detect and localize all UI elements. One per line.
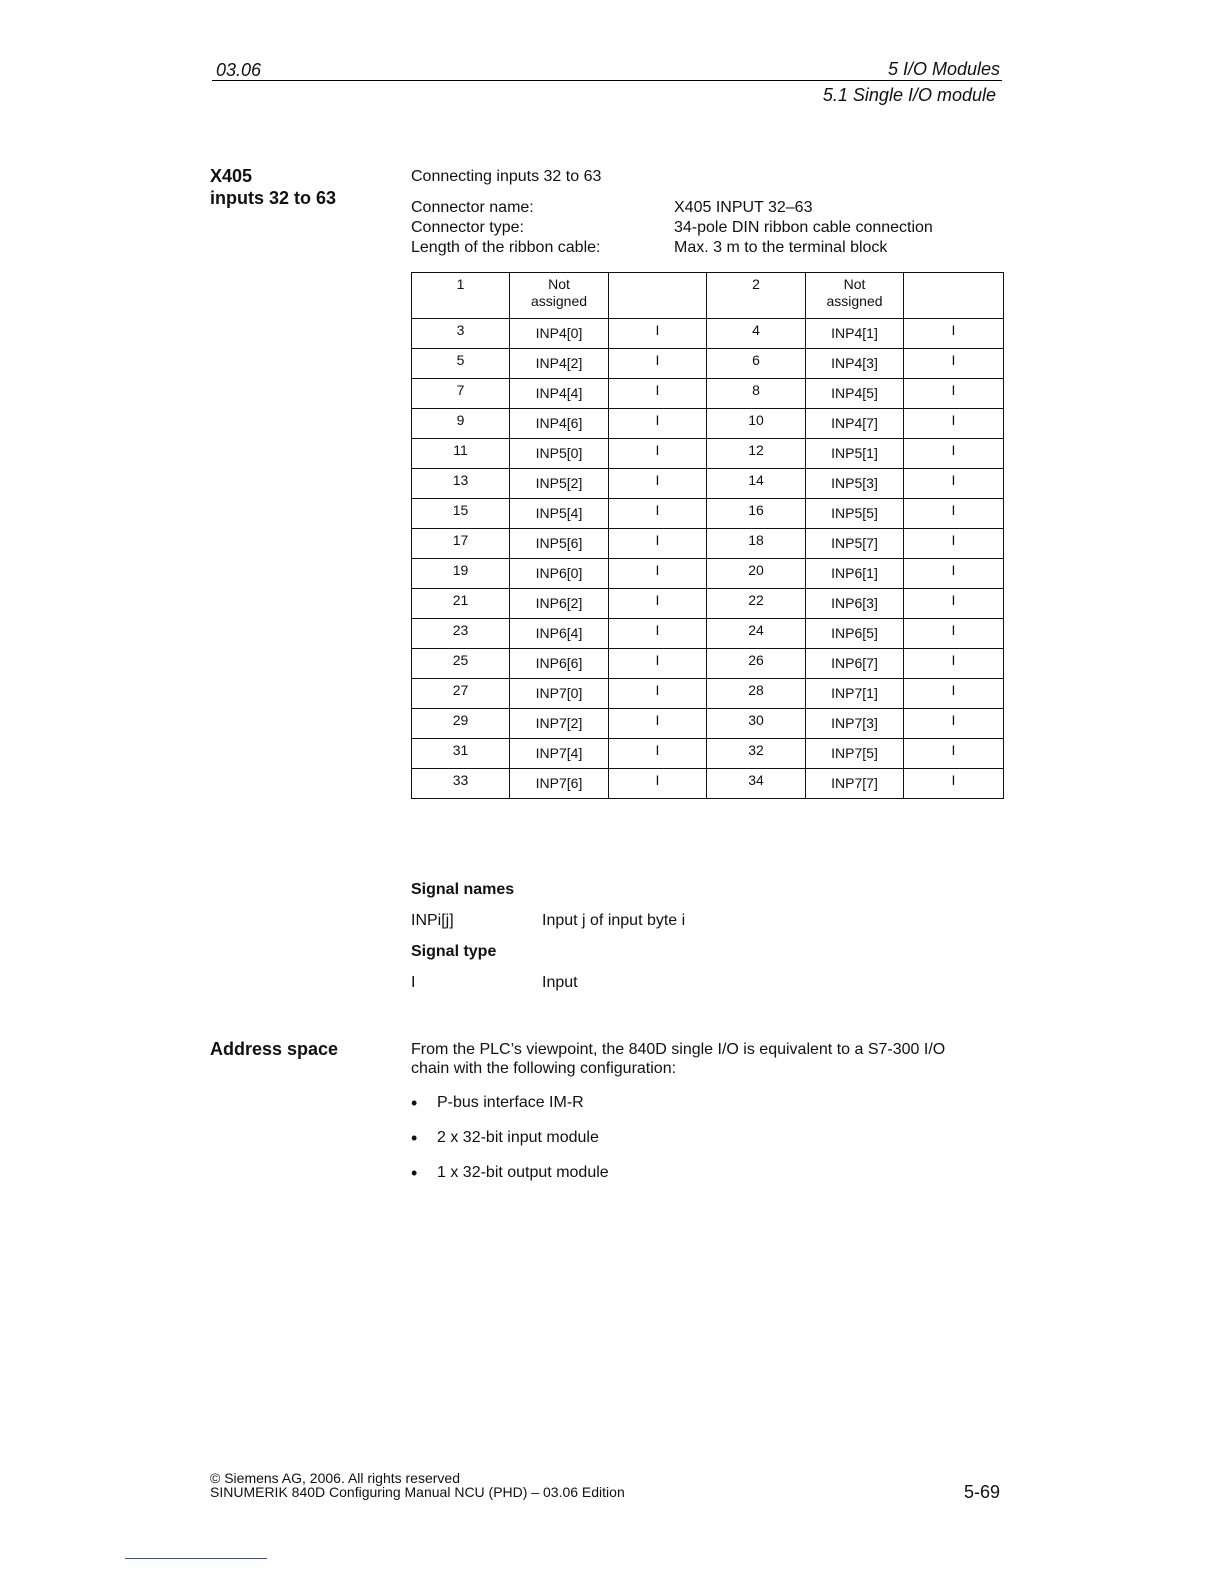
cell-pin-number: 1 bbox=[412, 273, 510, 319]
table-row bbox=[412, 589, 1004, 619]
cell-signal-name: INP5[3] bbox=[806, 469, 904, 499]
cell-pin-number: 24 bbox=[707, 619, 806, 649]
cell-signal-name: INP4[6] bbox=[510, 409, 609, 439]
address-space-line2: chain with the following configuration: bbox=[411, 1060, 677, 1077]
cell-pin-number: 5 bbox=[412, 349, 510, 379]
cell-pin-number: 17 bbox=[412, 529, 510, 559]
signal-names-term: INPi[j] bbox=[411, 912, 454, 929]
cell-signal-type bbox=[609, 273, 707, 319]
cell-pin-number: 10 bbox=[707, 409, 806, 439]
bullet-text: P-bus interface IM-R bbox=[437, 1094, 584, 1111]
table-row bbox=[412, 619, 1004, 649]
cell-pin-number: 34 bbox=[707, 769, 806, 799]
cell-pin-number: 15 bbox=[412, 499, 510, 529]
cell-pin-number: 32 bbox=[707, 739, 806, 769]
cell-signal-type: I bbox=[904, 469, 1004, 499]
footer-manual: SINUMERIK 840D Configuring Manual NCU (PHD) – 03.06 Edition bbox=[210, 1484, 625, 1500]
table-row bbox=[412, 379, 1004, 409]
pin-table-body bbox=[412, 273, 1004, 799]
cell-signal-type: I bbox=[904, 709, 1004, 739]
cell-pin-number: 23 bbox=[412, 619, 510, 649]
cell-signal-type: I bbox=[904, 739, 1004, 769]
cell-signal-type: I bbox=[904, 769, 1004, 799]
table-row bbox=[412, 499, 1004, 529]
cell-signal-name: INP6[6] bbox=[510, 649, 609, 679]
signal-names-title: Signal names bbox=[411, 881, 515, 898]
cell-signal-type: I bbox=[609, 379, 707, 409]
cell-signal-name: INP4[2] bbox=[510, 349, 609, 379]
spec-value-cable-length: Max. 3 m to the terminal block bbox=[674, 239, 888, 256]
address-space-line1: From the PLC’s viewpoint, the 840D single I/O is equivalent to a S7-300 I/O bbox=[411, 1041, 946, 1058]
cell-signal-type: I bbox=[609, 409, 707, 439]
cell-signal-type: I bbox=[904, 589, 1004, 619]
cell-signal-name: Not assigned bbox=[510, 273, 609, 319]
cell-pin-number: 29 bbox=[412, 709, 510, 739]
cell-signal-type: I bbox=[609, 499, 707, 529]
cell-signal-type: I bbox=[904, 679, 1004, 709]
cell-pin-number: 12 bbox=[707, 439, 806, 469]
bullet-text: 2 x 32-bit input module bbox=[437, 1129, 599, 1146]
cell-signal-name: INP7[0] bbox=[510, 679, 609, 709]
cell-signal-name: INP4[4] bbox=[510, 379, 609, 409]
cell-signal-type: I bbox=[904, 619, 1004, 649]
cell-pin-number: 4 bbox=[707, 319, 806, 349]
cell-signal-name: INP5[4] bbox=[510, 499, 609, 529]
spec-label-connector-name: Connector name: bbox=[411, 199, 534, 216]
cell-signal-name: INP7[3] bbox=[806, 709, 904, 739]
cell-signal-type: I bbox=[609, 349, 707, 379]
table-row bbox=[412, 769, 1004, 799]
cell-signal-type: I bbox=[904, 439, 1004, 469]
table-row bbox=[412, 739, 1004, 769]
cell-signal-name: INP7[1] bbox=[806, 679, 904, 709]
cell-signal-name: INP4[3] bbox=[806, 349, 904, 379]
cell-pin-number: 6 bbox=[707, 349, 806, 379]
cell-signal-name: INP5[0] bbox=[510, 439, 609, 469]
bullet-item bbox=[411, 1129, 599, 1147]
table-row bbox=[412, 349, 1004, 379]
cell-pin-number: 16 bbox=[707, 499, 806, 529]
table-row bbox=[412, 559, 1004, 589]
cell-signal-name: INP7[5] bbox=[806, 739, 904, 769]
cell-signal-type: I bbox=[904, 499, 1004, 529]
cell-signal-type: I bbox=[609, 679, 707, 709]
table-row bbox=[412, 439, 1004, 469]
cell-signal-type: I bbox=[609, 709, 707, 739]
cell-pin-number: 21 bbox=[412, 589, 510, 619]
cell-signal-name: INP6[0] bbox=[510, 559, 609, 589]
signal-names-desc: Input j of input byte i bbox=[542, 912, 686, 929]
cell-pin-number: 26 bbox=[707, 649, 806, 679]
cell-pin-number: 9 bbox=[412, 409, 510, 439]
table-row bbox=[412, 319, 1004, 349]
cell-signal-type: I bbox=[609, 769, 707, 799]
spec-label-cable-length: Length of the ribbon cable: bbox=[411, 239, 601, 256]
cell-signal-name: INP7[6] bbox=[510, 769, 609, 799]
cell-pin-number: 2 bbox=[707, 273, 806, 319]
cell-signal-type: I bbox=[609, 439, 707, 469]
cell-signal-name: INP6[7] bbox=[806, 649, 904, 679]
cell-pin-number: 13 bbox=[412, 469, 510, 499]
cell-signal-type: I bbox=[609, 619, 707, 649]
bullet-dot-icon: • bbox=[411, 1093, 418, 1113]
spec-label-connector-type: Connector type: bbox=[411, 219, 524, 236]
cell-signal-name: INP5[7] bbox=[806, 529, 904, 559]
cell-pin-number: 7 bbox=[412, 379, 510, 409]
signal-type-desc: Input bbox=[542, 974, 578, 991]
cell-pin-number: 30 bbox=[707, 709, 806, 739]
table-row bbox=[412, 529, 1004, 559]
cell-signal-type: I bbox=[904, 649, 1004, 679]
cell-signal-type: I bbox=[609, 649, 707, 679]
table-row bbox=[412, 469, 1004, 499]
footer-copyright: © Siemens AG, 2006. All rights reserved bbox=[210, 1470, 460, 1486]
x405-intro: Connecting inputs 32 to 63 bbox=[411, 168, 602, 185]
cell-signal-type: I bbox=[609, 559, 707, 589]
side-title-address-space: Address space bbox=[210, 1039, 339, 1059]
cell-pin-number: 33 bbox=[412, 769, 510, 799]
bullet-item bbox=[411, 1164, 609, 1182]
cell-signal-name: INP6[4] bbox=[510, 619, 609, 649]
bullet-item bbox=[411, 1094, 584, 1112]
cell-pin-number: 25 bbox=[412, 649, 510, 679]
cell-signal-name: INP4[0] bbox=[510, 319, 609, 349]
cell-signal-name: INP4[1] bbox=[806, 319, 904, 349]
cell-signal-type: I bbox=[609, 319, 707, 349]
cell-pin-number: 11 bbox=[412, 439, 510, 469]
cell-signal-name: INP5[5] bbox=[806, 499, 904, 529]
bullet-dot-icon: • bbox=[411, 1163, 418, 1183]
footer-page-number: 5-69 bbox=[963, 1482, 1000, 1502]
cell-signal-name: INP7[2] bbox=[510, 709, 609, 739]
cell-signal-type: I bbox=[904, 319, 1004, 349]
bullet-text: 1 x 32-bit output module bbox=[437, 1164, 609, 1181]
table-row bbox=[412, 679, 1004, 709]
cell-signal-type: I bbox=[609, 589, 707, 619]
footer-link-rule bbox=[125, 1558, 267, 1559]
header-edition: 03.06 bbox=[216, 60, 262, 80]
cell-signal-type: I bbox=[904, 409, 1004, 439]
cell-signal-type: I bbox=[904, 379, 1004, 409]
cell-pin-number: 19 bbox=[412, 559, 510, 589]
cell-signal-type: I bbox=[609, 739, 707, 769]
cell-pin-number: 3 bbox=[412, 319, 510, 349]
side-title-x405: X405 bbox=[210, 166, 253, 186]
cell-pin-number: 14 bbox=[707, 469, 806, 499]
cell-signal-name: Not assigned bbox=[806, 273, 904, 319]
header-section: 5.1 Single I/O module bbox=[822, 85, 996, 105]
cell-signal-name: INP5[6] bbox=[510, 529, 609, 559]
cell-pin-number: 18 bbox=[707, 529, 806, 559]
cell-pin-number: 31 bbox=[412, 739, 510, 769]
pin-assignment-table bbox=[411, 272, 1004, 799]
spec-value-connector-type: 34-pole DIN ribbon cable connection bbox=[674, 219, 933, 236]
signal-type-title: Signal type bbox=[411, 943, 497, 960]
table-row bbox=[412, 409, 1004, 439]
cell-signal-name: INP6[1] bbox=[806, 559, 904, 589]
cell-signal-name: INP6[2] bbox=[510, 589, 609, 619]
spec-value-connector-name: X405 INPUT 32–63 bbox=[674, 199, 813, 216]
table-row bbox=[412, 709, 1004, 739]
cell-pin-number: 27 bbox=[412, 679, 510, 709]
bullet-dot-icon: • bbox=[411, 1128, 418, 1148]
cell-signal-type: I bbox=[904, 529, 1004, 559]
cell-signal-name: INP7[7] bbox=[806, 769, 904, 799]
cell-pin-number: 22 bbox=[707, 589, 806, 619]
cell-signal-type: I bbox=[609, 529, 707, 559]
cell-pin-number: 28 bbox=[707, 679, 806, 709]
cell-signal-name: INP4[5] bbox=[806, 379, 904, 409]
cell-signal-type bbox=[904, 273, 1004, 319]
cell-signal-type: I bbox=[609, 469, 707, 499]
side-title-inputs: inputs 32 to 63 bbox=[210, 188, 337, 208]
cell-signal-name: INP4[7] bbox=[806, 409, 904, 439]
signal-type-term: I bbox=[411, 974, 416, 991]
cell-signal-type: I bbox=[904, 349, 1004, 379]
table-row bbox=[412, 649, 1004, 679]
table-row bbox=[412, 273, 1004, 319]
cell-signal-name: INP5[2] bbox=[510, 469, 609, 499]
cell-signal-name: INP6[5] bbox=[806, 619, 904, 649]
cell-signal-type: I bbox=[904, 559, 1004, 589]
cell-signal-name: INP7[4] bbox=[510, 739, 609, 769]
cell-signal-name: INP5[1] bbox=[806, 439, 904, 469]
cell-pin-number: 8 bbox=[707, 379, 806, 409]
cell-pin-number: 20 bbox=[707, 559, 806, 589]
header-chapter: 5 I/O Modules bbox=[887, 59, 1000, 79]
cell-signal-name: INP6[3] bbox=[806, 589, 904, 619]
header-rule bbox=[212, 80, 1002, 81]
